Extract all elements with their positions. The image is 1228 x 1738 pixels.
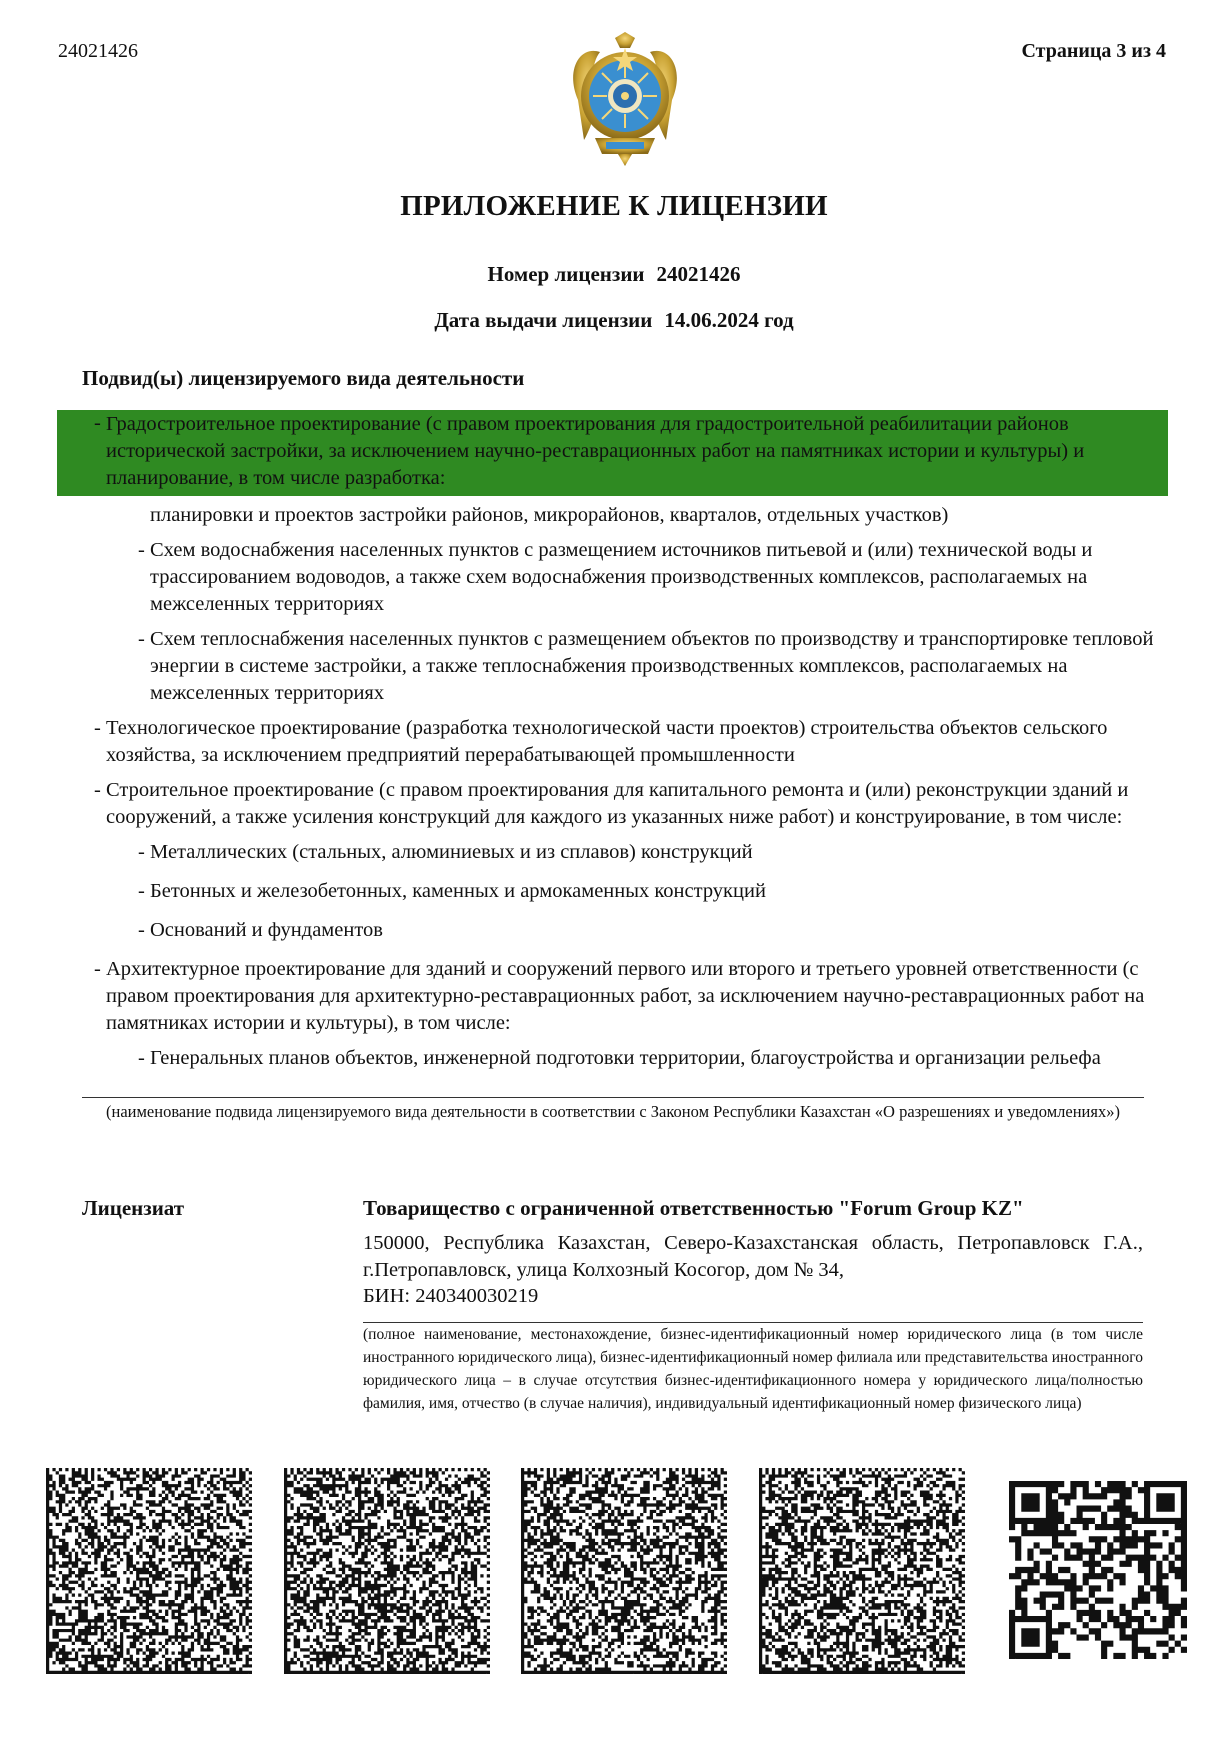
- page-indicator: Страница 3 из 4: [1021, 40, 1166, 62]
- activity-list: [0, 410, 1228, 1080]
- data-matrix-modules: [759, 1468, 965, 1674]
- qr-code-icon: [1009, 1481, 1187, 1659]
- activity-section-heading: Подвид(ы) лицензируемого вида деятельности: [82, 366, 525, 390]
- licensee-name: Товарищество с ограниченной ответственностью "Forum Group KZ": [363, 1196, 1024, 1220]
- activity-subitem: [0, 839, 1228, 866]
- activity-text: Бетонных и железобетонных, каменных и армокаменных конструкций: [150, 880, 766, 902]
- data-matrix-code-icon: [521, 1468, 727, 1674]
- license-number-label: Номер лицензии: [487, 262, 645, 286]
- license-date-value: 14.06.2024 год: [664, 308, 794, 332]
- list-dash: -: [94, 779, 101, 801]
- activity-subitem: [0, 626, 1228, 707]
- data-matrix-code-icon: [759, 1468, 965, 1674]
- activity-text: Оснований и фундаментов: [150, 919, 383, 941]
- license-number-value: 24021426: [656, 262, 741, 286]
- qr-code-modules: [1009, 1481, 1187, 1659]
- activity-text: Строительное проектирование (с правом проектирования для капитального ремонта и (или) реконструкции зданий и сооружений, а также усиления конструкций для каждого из указанных ниже работ) и конструирование, в том числе:: [106, 779, 1129, 828]
- activity-item: [0, 777, 1228, 831]
- activity-text: Генеральных планов объектов, инженерной подготовки территории, благоустройства и организации рельефа: [150, 1047, 1101, 1069]
- state-emblem-icon: [560, 30, 690, 170]
- licensee-caption: (полное наименование, местонахождение, бизнес-идентификационный номер юридического лица (в том числе иностранного юридического лица), бизнес-идентификационный номер филиала или представительства иностранного юридического лица – в случае отсутствия бизнес-идентификационного номера у юридического лица/полностью фамилия, имя, отчество (в случае наличия), индивидуальный идентификационный номер физического лица): [363, 1326, 1143, 1412]
- activity-subitem: [0, 878, 1228, 905]
- list-dash: -: [94, 717, 101, 739]
- list-dash: -: [138, 880, 145, 902]
- activity-text: Схем водоснабжения населенных пунктов с размещением источников питьевой и (или) технической воды и трассированием водоводов, а также схем водоснабжения производственных комплексов, располагаемых на межселенных территориях: [150, 539, 1093, 615]
- activity-item: [0, 956, 1228, 1037]
- license-number-line: [0, 262, 1228, 287]
- list-dash: -: [94, 958, 101, 980]
- page-title: ПРИЛОЖЕНИЕ К ЛИЦЕНЗИИ: [400, 190, 828, 222]
- license-date-line: [0, 308, 1228, 333]
- activity-caption: (наименование подвида лицензируемого вида деятельности в соответствии с Законом Республики Казахстан «О разрешениях и уведомлениях»): [106, 1102, 1120, 1121]
- activity-text: Металлических (стальных, алюминиевых и из сплавов) конструкций: [150, 841, 753, 863]
- activity-subitem: [0, 917, 1228, 944]
- list-dash: -: [94, 412, 101, 434]
- data-matrix-code-icon: [46, 1468, 252, 1674]
- activity-subitem: [0, 537, 1228, 618]
- list-dash: -: [138, 539, 145, 561]
- list-dash: -: [138, 628, 145, 650]
- activity-divider: [82, 1097, 1144, 1098]
- list-dash: -: [138, 1047, 145, 1069]
- activity-text: Градостроительное проектирование (с правом проектирования для градостроительной реабилитации районов исторической застройки, за исключением научно-реставрационных работ на памятниках истории и культуры) и планирование, в том числе разработка:: [106, 413, 1085, 489]
- data-matrix-modules: [284, 1468, 490, 1674]
- activity-text: Схем теплоснабжения населенных пунктов с размещением объектов по производству и транспортировке тепловой энергии в системе застройки, а также теплоснабжения производственных комплексов, располагаемых на межселенных территориях: [150, 628, 1154, 704]
- list-dash: -: [138, 919, 145, 941]
- document-number: 24021426: [58, 40, 138, 62]
- list-dash: -: [138, 841, 145, 863]
- data-matrix-modules: [521, 1468, 727, 1674]
- data-matrix-modules: [46, 1468, 252, 1674]
- licensee-label: Лицензиат: [82, 1196, 185, 1220]
- licensee-address: 150000, Республика Казахстан, Северо-Казахстанская область, Петропавловск Г.А., г.Петропавловск, улица Колхозный Косогор, дом № 34,: [363, 1232, 1143, 1281]
- data-matrix-code-icon: [284, 1468, 490, 1674]
- activity-item: [0, 715, 1228, 769]
- activity-item-highlighted: [57, 410, 1168, 496]
- activity-text: планировки и проектов застройки районов, микрорайонов, кварталов, отдельных участков): [150, 504, 949, 526]
- license-date-label: Дата выдачи лицензии: [434, 308, 653, 332]
- licensee-bin: БИН: 240340030219: [363, 1285, 539, 1307]
- activity-text: Технологическое проектирование (разработка технологической части проектов) строительства объектов сельского хозяйства, за исключением предприятий перерабатывающей промышленности: [106, 717, 1108, 766]
- activity-subitem: [0, 1045, 1228, 1072]
- activity-text: Архитектурное проектирование для зданий и сооружений первого или второго и третьего уровней ответственности (с правом проектирования для архитектурно-реставрационных работ, за исключением научно-реставрационных работ на памятниках истории и культуры), в том числе:: [106, 958, 1145, 1034]
- activity-subitem: [0, 502, 1228, 529]
